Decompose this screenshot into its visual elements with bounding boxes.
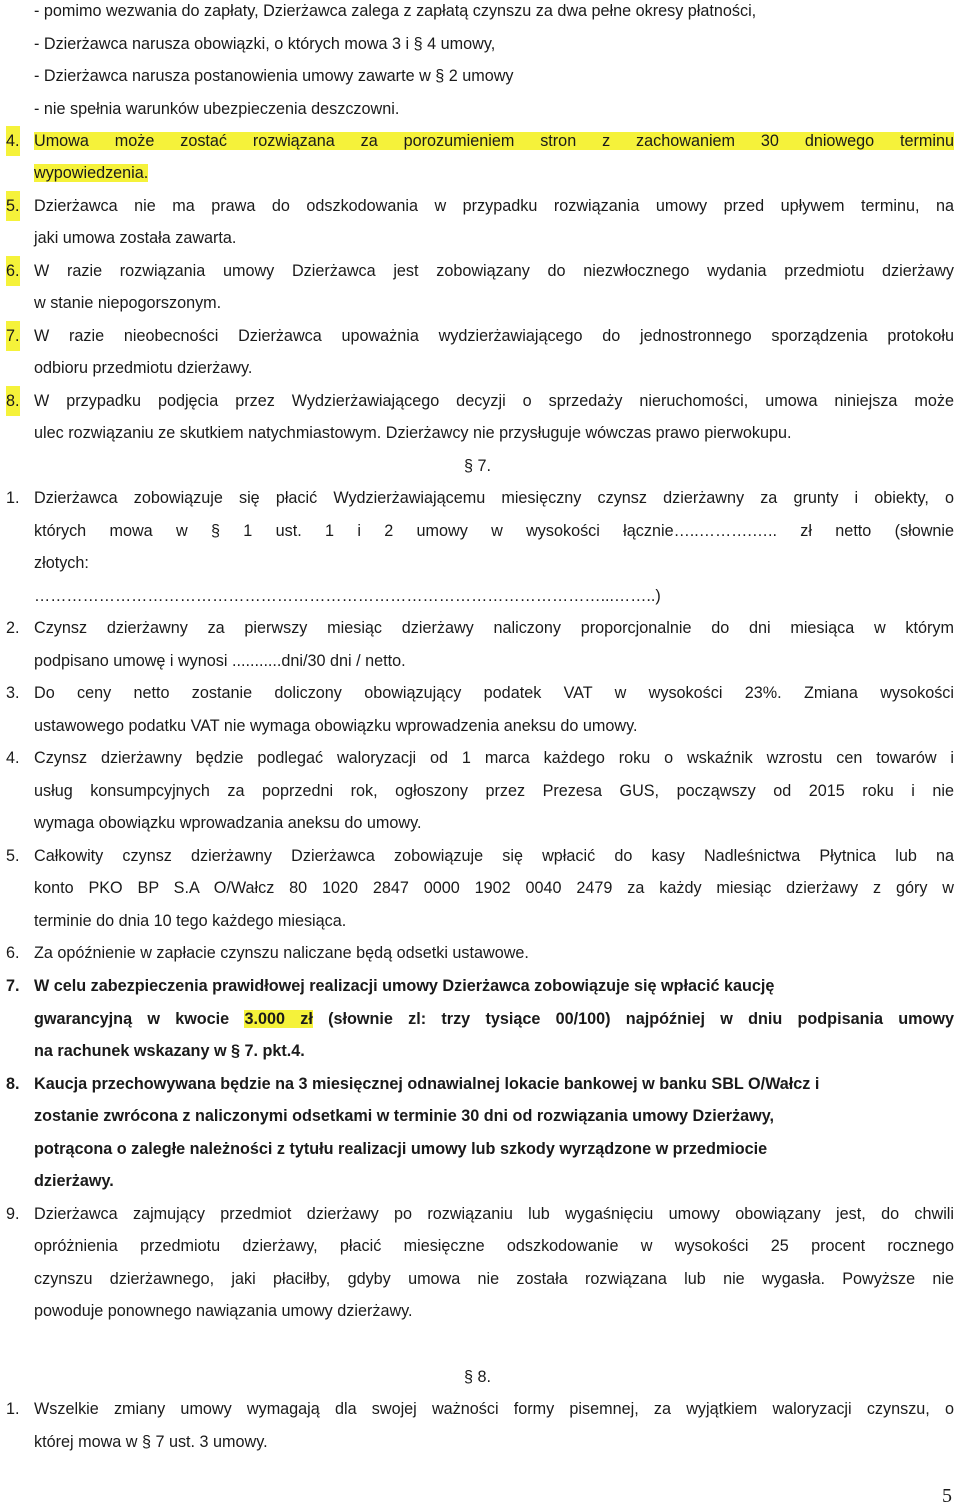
item-number: 7.	[6, 321, 20, 351]
item-number: 4.	[6, 749, 20, 767]
text-span: gwarancyjną w kwocie	[34, 1010, 245, 1028]
highlighted-text: Umowa może zostać rozwiązana za porozumieniem stron z zachowaniem 30 dniowego terminu	[34, 132, 954, 150]
item-number: 1.	[6, 489, 20, 507]
text-line: konto PKO BP S.A O/Wałcz 80 1020 2847 0000 1902 0040 2479 za każdy miesiąc dzierżawy z góry w	[34, 879, 954, 897]
text-line: W razie nieobecności Dzierżawca upoważnia wydzierżawiającego do jednostronnego sporządzenia protokołu	[34, 327, 954, 345]
text-line: Kaucja przechowywana będzie na 3 miesięcznej odnawialnej lokacie bankowej w banku SBL O/Wałcz i	[34, 1075, 820, 1093]
text-line: której mowa w § 7 ust. 3 umowy.	[34, 1433, 268, 1451]
item-number: 6.	[6, 256, 20, 286]
text-line	[34, 158, 954, 188]
item-number: 8.	[6, 1075, 20, 1093]
text-line: ulec rozwiązaniu ze skutkiem natychmiastowym. Dzierżawcy nie przysługuje wówczas prawo pierwokupu.	[34, 424, 792, 442]
section-heading: § 7.	[464, 457, 492, 475]
text-line: Wszelkie zmiany umowy wymagają dla swojej ważności formy pisemnej, za wyjątkiem waloryzacji czynszu, o	[34, 1400, 954, 1418]
text-line: - pomimo wezwania do zapłaty, Dzierżawca zalega z zapłatą czynszu za dwa pełne okresy płatności,	[34, 2, 757, 20]
text-line: terminie do dnia 10 tego każdego miesiąca.	[34, 912, 347, 930]
text-line: w stanie niepogorszonym.	[34, 294, 222, 312]
text-line: Dzierżawca zobowiązuje się płacić Wydzierżawiającemu miesięczny czynsz dzierżawny za grunty i obiekty, o	[34, 489, 954, 507]
text-line: Czynsz dzierżawny będzie podlegać waloryzacji od 1 marca każdego roku o wskaźnik wzrostu cen towarów i	[34, 749, 954, 767]
text-line: - nie spełnia warunków ubezpieczenia deszczowni.	[34, 100, 400, 118]
text-line: odbioru przedmiotu dzierżawy.	[34, 359, 253, 377]
page-number: 5	[942, 1485, 952, 1507]
highlighted-amount: 3.000 zł	[244, 1010, 313, 1028]
text-line: czynszu dzierżawnego, jaki płaciłby, gdyby umowa nie została rozwiązana lub nie wygasła. Powyższe nie	[34, 1270, 954, 1288]
item-number: 2.	[6, 619, 20, 637]
text-line: wymaga obowiązku wprowadzania aneksu do umowy.	[34, 814, 422, 832]
item-number: 1.	[6, 1400, 20, 1418]
text-line: złotych:	[34, 554, 89, 572]
highlighted-text: wypowiedzenia.	[34, 164, 149, 182]
section-heading: § 8.	[464, 1368, 492, 1386]
item-number: 4.	[6, 126, 20, 156]
text-line: których mowa w § 1 ust. 1 i 2 umowy w wysokości łącznie…..……….….. zł netto (słownie	[34, 522, 954, 540]
item-number: 7.	[6, 977, 20, 995]
text-line: na rachunek wskazany w § 7. pkt.4.	[34, 1042, 305, 1060]
text-line: Czynsz dzierżawny za pierwszy miesiąc dzierżawy naliczony proporcjonalnie do dni miesiąca w którym	[34, 619, 954, 637]
text-line: potrącona o zaległe należności z tytułu realizacji umowy lub szkody wyrządzone w przedmiocie	[34, 1140, 768, 1158]
text-line: W razie rozwiązania umowy Dzierżawca jest zobowiązany do niezwłocznego wydania przedmiotu dzierżawy	[34, 262, 954, 280]
text-line: W celu zabezpieczenia prawidłowej realizacji umowy Dzierżawca zobowiązuje się wpłacić kaucję	[34, 977, 775, 995]
text-line: Dzierżawca zajmujący przedmiot dzierżawy po rozwiązaniu lub wygaśnięciu umowy obowiązany jest, do chwili	[34, 1205, 954, 1223]
item-number: 5.	[6, 191, 20, 221]
item-number: 8.	[6, 386, 20, 416]
text-line: W przypadku podjęcia przez Wydzierżawiającego decyzji o sprzedaży nieruchomości, umowa niniejsza może	[34, 392, 954, 410]
item-number: 5.	[6, 847, 20, 865]
text-span: (słownie zl: trzy tysiące 00/100) najpóźniej w dniu podpisania umowy	[312, 1010, 954, 1028]
text-line: Dzierżawca nie ma prawa do odszkodowania w przypadku rozwiązania umowy przed upływem terminu, na	[34, 197, 954, 215]
text-line: podpisano umowę i wynosi ...........dni/30 dni / netto.	[34, 652, 406, 670]
text-line: jaki umowa została zawarta.	[34, 229, 237, 247]
text-line: Za opóźnienie w zapłacie czynszu naliczane będą odsetki ustawowe.	[34, 944, 529, 962]
text-line: ……………………………………………………………………………………………...……..)	[34, 587, 661, 605]
text-line	[34, 1004, 954, 1034]
item-number: 9.	[6, 1205, 20, 1223]
text-line: opróżnienia przedmiotu dzierżawy, płacić miesięczne odszkodowanie w wysokości 25 procent rocznego	[34, 1237, 954, 1255]
text-line: powoduje ponownego nawiązania umowy dzierżawy.	[34, 1302, 413, 1320]
text-line: usług konsumpcyjnych za poprzedni rok, ogłoszony przez Prezesa GUS, począwszy od 2015 roku i nie	[34, 782, 954, 800]
text-line: - Dzierżawca narusza obowiązki, o których mowa 3 i § 4 umowy,	[34, 35, 496, 53]
text-line: Całkowity czynsz dzierżawny Dzierżawca zobowiązuje się wpłacić do kasy Nadleśnictwa Płytnica lub na	[34, 847, 954, 865]
text-line: - Dzierżawca narusza postanowienia umowy zawarte w § 2 umowy	[34, 67, 514, 85]
text-line: Do ceny netto zostanie doliczony obowiązujący podatek VAT w wysokości 23%. Zmiana wysokości	[34, 684, 954, 702]
item-number: 3.	[6, 684, 20, 702]
item-number: 6.	[6, 944, 20, 962]
text-line	[34, 126, 954, 156]
text-line: ustawowego podatku VAT nie wymaga obowiązku wprowadzenia aneksu do umowy.	[34, 717, 638, 735]
text-line: zostanie zwrócona z naliczonymi odsetkami w terminie 30 dni od rozwiązania umowy Dzierżawy,	[34, 1107, 775, 1125]
text-line: dzierżawy.	[34, 1172, 114, 1190]
